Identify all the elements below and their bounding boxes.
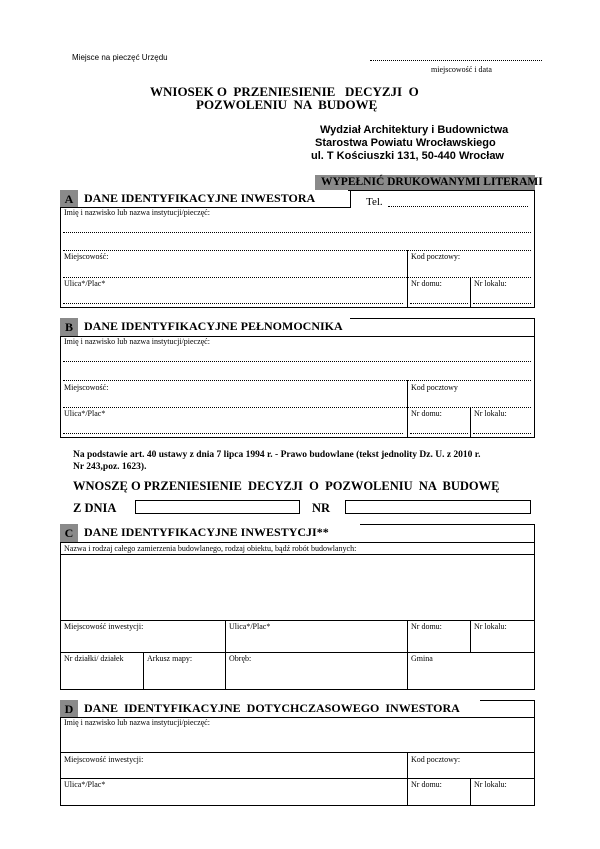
section-c-rule-3 [60,652,535,653]
section-c-header-rule [60,542,535,543]
office-line3: ul. T Kościuszki 131, 50-440 Wrocław [311,150,504,162]
section-d-rule-1 [60,752,535,753]
section-c-precinct-label: Obręb: [229,654,252,663]
section-b-city-field[interactable] [63,407,531,408]
legal-basis-line2: Nr 243,poz. 1623). [73,462,147,472]
section-a-postal-label: Kod pocztowy: [411,252,461,261]
section-a-name-field-1[interactable] [63,232,531,233]
section-d-title: DANE IDENTYFIKACYJNE DOTYCHCZASOWEGO INWESTORA [84,701,460,715]
section-b-street-field[interactable] [63,433,403,434]
section-d-divider [407,752,408,806]
section-c-plot-label: Nr działki/ działek [64,654,124,663]
section-c-header [60,524,360,542]
section-a-flat-label: Nr lokalu: [474,279,507,288]
section-b-flat-field[interactable] [473,433,531,434]
section-d-header [60,700,480,718]
section-a-divider [407,250,408,308]
section-c-city-label: Miejscowość inwestycji: [64,622,144,631]
request-statement: WNOSZĘ O PRZENIESIENIE DECYZJI O POZWOLENIU NA BUDOWĘ [73,479,500,493]
section-a-flat-field[interactable] [473,303,531,304]
section-a-title: DANE IDENTYFIKACYJNE INWESTORA [84,191,316,205]
section-a-city-field[interactable] [63,277,531,278]
section-a-header-divider [350,190,351,208]
section-a-letter: A [60,190,78,208]
section-a-street-label: Ulica*/Plac* [64,279,106,288]
section-b-flat-label: Nr lokalu: [474,409,507,418]
decision-date-field[interactable] [135,500,300,514]
section-d-name-label: Imię i nazwisko lub nazwa instytucji/pieczęć: [64,718,210,727]
section-c-rule-2 [60,620,535,621]
form-title-line1: WNIOSEK O PRZENIESIENIE DECYZJI O [150,84,419,99]
section-a-street-field[interactable] [63,303,403,304]
section-c-house-label: Nr domu: [411,622,442,631]
section-c-title: DANE IDENTYFIKACYJNE INWESTYCJI** [84,525,329,539]
section-b-postal-label: Kod pocztowy [411,383,458,392]
section-c-commune-label: Gmina [411,654,433,663]
section-b-street-label: Ulica*/Plac* [64,409,106,418]
section-b-city-label: Miejscowość: [64,383,109,392]
decision-date-label: Z DNIA [73,501,117,515]
section-c-letter: C [60,524,78,542]
section-c-divider-2 [407,620,408,690]
section-a-name-field-2[interactable] [63,250,531,251]
section-d-postal-label: Kod pocztowy: [411,755,461,764]
place-date-field[interactable] [370,57,542,61]
section-c-street-label: Ulica*/Plac* [229,622,271,631]
capital-letters-banner-text: WYPEŁNIĆ DRUKOWANYMI LITERAMI [321,176,543,188]
legal-basis-line1: Na podstawie art. 40 ustawy z dnia 7 lipca 1994 r. - Prawo budowlane (tekst jednolity Dz. U. z 2010 r. [73,450,481,460]
section-d-flat-label: Nr lokalu: [474,780,507,789]
decision-number-field[interactable] [345,500,531,514]
section-a-house-label: Nr domu: [411,279,442,288]
section-a-house-field[interactable] [410,303,468,304]
section-d-rule-2 [60,778,535,779]
section-a-city-label: Miejscowość: [64,252,109,261]
section-b-divider [407,380,408,438]
office-line1: Wydział Architektury i Budownictwa [320,124,509,136]
section-d-house-label: Nr domu: [411,780,442,789]
section-b-house-field[interactable] [410,433,468,434]
section-d-city-label: Miejscowość inwestycji: [64,755,144,764]
section-c-divider-4 [143,652,144,690]
place-date-label: miejscowość i data [431,65,492,74]
section-a-name-label: Imię i nazwisko lub nazwa instytucji/pieczęć: [64,208,210,217]
section-b-header [60,318,350,336]
section-c-divider-3 [470,620,471,652]
section-a-divider-2 [470,277,471,308]
section-b-title: DANE IDENTYFIKACYJNE PEŁNOMOCNIKA [84,319,343,333]
decision-number-label: NR [312,501,331,515]
office-line2: Starostwa Powiatu Wrocławskiego [315,137,496,149]
section-c-desc-label: Nazwa i rodzaj całego zamierzenia budowlanego, rodzaj obiektu, bądź robót budowlanych: [64,544,357,553]
stamp-label: Miejsce na pieczęć Urzędu [72,53,168,62]
section-d-street-label: Ulica*/Plac* [64,780,106,789]
section-c-desc-field[interactable] [61,555,534,620]
section-c-divider-1 [225,620,226,690]
section-a-tel-label: Tel. [366,196,383,208]
section-b-house-label: Nr domu: [411,409,442,418]
section-b-letter: B [60,318,78,336]
section-d-divider-2 [470,778,471,806]
form-title-line2: POZWOLENIU NA BUDOWĘ [196,97,378,112]
section-c-flat-label: Nr lokalu: [474,622,507,631]
section-b-name-field-1[interactable] [63,361,531,362]
section-b-name-field-2[interactable] [63,380,531,381]
section-b-name-label: Imię i nazwisko lub nazwa instytucji/pieczęć: [64,337,210,346]
section-a-header [60,190,348,208]
section-d-letter: D [60,700,78,718]
section-c-map-label: Arkusz mapy: [147,654,193,663]
section-a-tel-field[interactable] [388,206,528,207]
section-b-divider-2 [470,407,471,438]
